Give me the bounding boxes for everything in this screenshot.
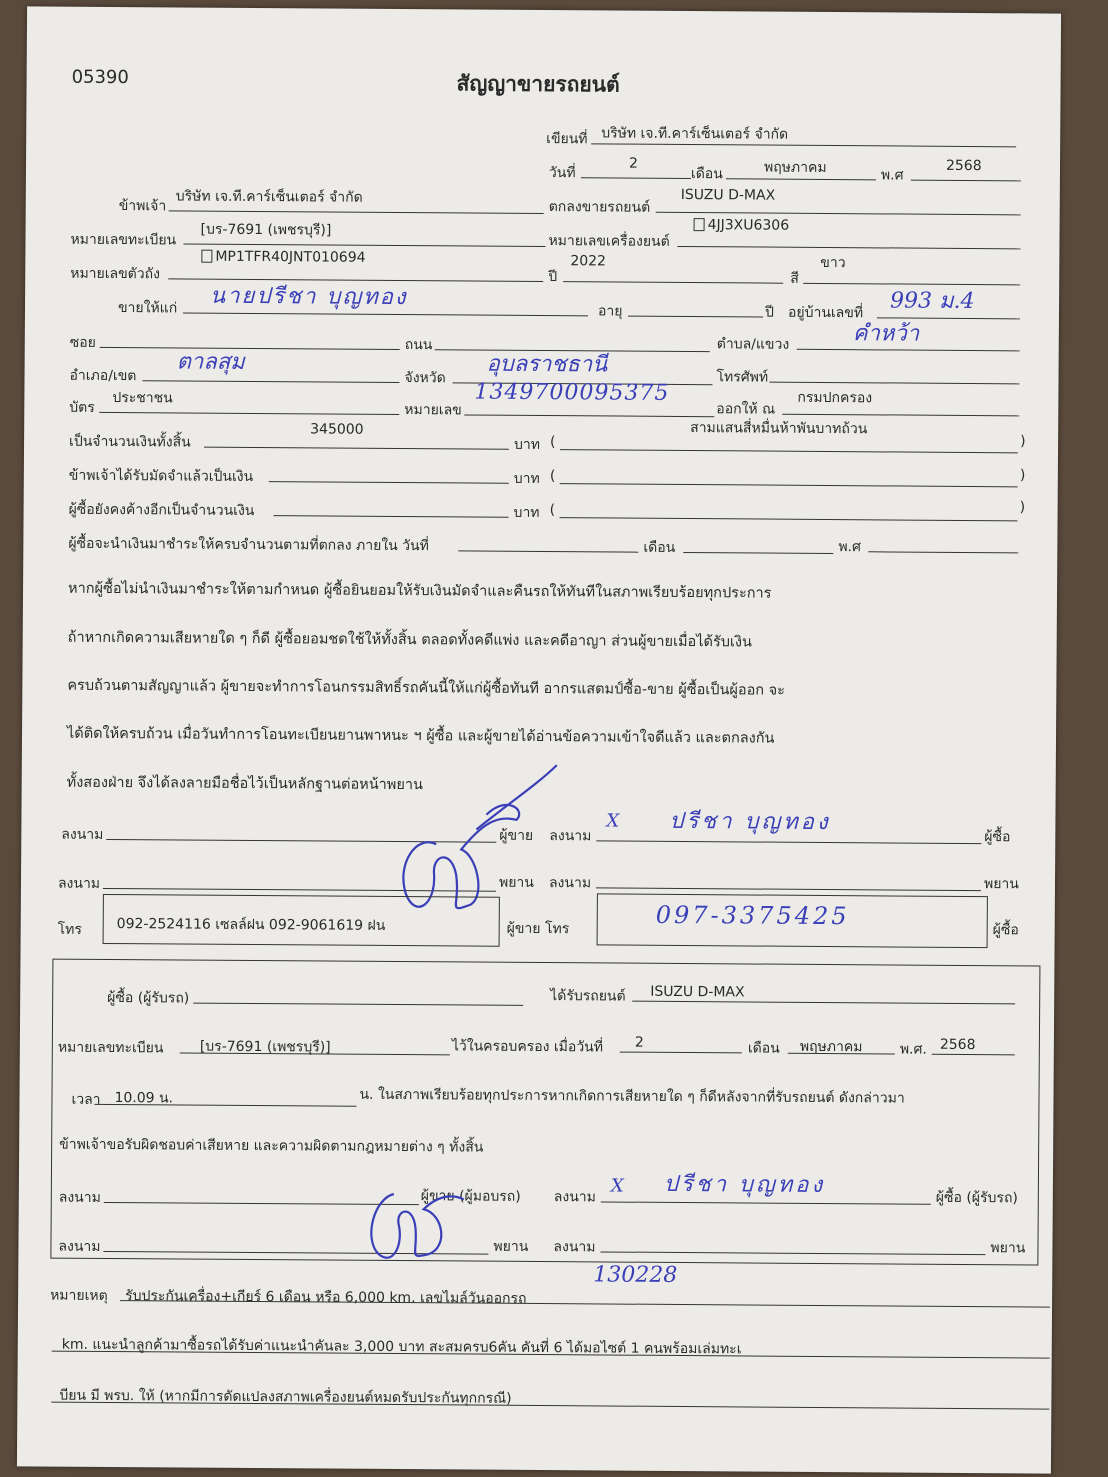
receipt-month: พฤษภาคม [799,1038,863,1056]
house-label: อยู่บ้านเลขที่ [787,304,864,322]
sign-label: ลงนาม [553,1189,596,1206]
terms-line: ได้ติดให้ครบถ้วน เมื่อวันทำการโอนทะเบียนยานพาหนะ ฯ ผู้ซื้อ และผู้ขายได้อ่านข้อความเข้าใจดีแล้ว และตกลงกัน [66,725,775,747]
year-value: 2568 [945,157,982,175]
seller-tel-label: ผู้ขาย โทร [506,920,570,938]
total-value: 345000 [310,421,364,438]
receipt-time: 10.09 น. [114,1090,174,1107]
issued-by: กรมปกครอง [797,389,873,407]
received-label: ได้รับรถยนต์ [550,988,626,1005]
contract-paper: 05390 สัญญาขายรถยนต์ เขียนที่ บริษัท เจ.ที.คาร์เซ็นเตอร์ จำกัด วันที่ 2 เดือน พฤษภาคม พ.ศ 2568 ข้าพเจ้า บริษัท เจ.ที.คาร์เซ็นเตอร์ จำกัด ตกลงขายรถยนต์ ISUZU D-MAX หมายเลขทะเบียน [บร-7691 (เพชรบุรี)] หมายเลขเครื่องยนต์ 4JJ3XU6306 หมายเลขตัวถัง MP1TFR40JNT010694 ปี 2022 สี ขาว ขายให้แก่ นายปรีชา บุญทอง อายุ ปี อยู่บ้านเลขที่ 993 ม.4 ซอย ถนน ตำบล/แขวง คำหว้า อำเภอ/เขต ตาลสุม จังหวัด อุบลราชธานี โทรศัพท์ บัตร ประชาชน หมายเลข 1349700095375 ออกให้ ณ กรมปกครอง เป็นจำนวนเงินทั้งสิ้น 345000 บาท ( สามแสนสี่หมื่นห้าพันบาทถ้วน ) ข้าพเจ้าได้รับมัดจำแล้วเป็นเงิน บาท ( ) ผู้ซื้อยังคงค้างอีกเป็นจำนวนเงิน บาท ( ) ผู้ซื้อจะนำเงินมาชำระให้ครบจำนวนตามที่ตกลง ภายใน วันที่ เดือน พ.ศ หากผู้ซื้อไม่นำเงินมาชำระให้ตามกำหนด ผู้ซื้อยินยอมให้รับเงินมัดจำและคืนรถให้ทันทีในสภาพเรียบร้อยทุกประการ ถ้าหากเกิดความเสียหายใด ๆ ก็ดี ผู้ซื้อยอมชดใช้ให้ทั้งสิ้น ตลอดทั้งคดีแพ่ง และคดีอาญา ส่วนผู้ขายเมื่อได้รับเงิน ครบถ้วนตามสัญญาแล้ว ผู้ขายจะทำการโอนกรรมสิทธิ์รถคันนี้ให้แก่ผู้ซื้อทันที อากรแสตมป์ซื้อ-ขาย ผู้ซื้อเป็นผู้ออก จะ ได้ติดให้ครบถ้วน เมื่อวันทำการโอนทะเบียนยานพาหนะ ฯ ผู้ซื้อ และผู้ขายได้อ่านข้อความเข้าใจดีแล้ว และตกลงกัน ทั้งสองฝ่าย จึงได้ลงลายมือชื่อไว้เป็นหลักฐานต่อหน้าพยาน ลงนาม ผู้ขาย ลงนาม X ปรีชา บุญทอง ผู้ซื้อ ลงนาม พยาน ลงนาม พยาน โทร 092-2524116 เซลล์ฝน 092-9061619 ฝน ผู้ขาย โทร 097-3375425 ผู้ซื้อ ผู้ซื้อ (ผู้รับรถ) ได้รับรถยนต์ ISUZU D-MAX หมายเลขทะเบียน [บร-7691 (เพชรบุรี)] ไว้ในครอบครอง เมื่อวันที่ 2 เดือน พฤษภาคม พ.ศ. 2568 เวลา 10.09 น. น. ในสภาพเรียบร้อยทุกประการหากเกิดการเสียหายใด ๆ ก็ดีหลังจากที่รับรถยนต์ ดังกล่าวมา ข้าพเจ้าขอรับผิดชอบค่าเสียหาย และความผิดตามกฎหมายต่าง ๆ ทั้งสิ้น ลงนาม ผู้ขาย (ผู้มอบรถ) ลงนาม X ปรีชา บุญทอง ผู้ซื้อ (ผู้รับรถ) ลงนาม พยาน ลงนาม พยาน หมายเหตุ รับประกันเครื่อง+เกียร์ 6 เดือน หรือ 6,000 km. เลขไมล์วันออกรถ 130228 km. แนะนำลูกค้ามาซื้อรถได้รับค่าแนะนำคันละ 3,000 บาท สะสมครบ6คัน คันที่ 6 ได้มอไซต์ 1 คนพร้อมเล่มทะเ บียน มี พรบ. ให้ (หากมีการดัดแปลงสภาพเครื่องยนต์หมดรับประกันทุกกรณี) [17,6,1061,1473]
due-year-label: พ.ศ [838,539,861,556]
seller-tel: 092-2524116 เซลล์ฝน 092-9061619 ฝน [116,916,386,934]
buyer-tel-label: ผู้ซื้อ [992,922,1019,939]
receipt-month-label: เดือน [747,1040,780,1057]
house-handwritten: 993 ม.4 [889,288,975,315]
model-year-value: 2022 [570,253,607,270]
written-at-label: เขียนที่ [546,131,588,148]
receipt-section [50,959,1040,1266]
receipt-buyer-label: ผู้ซื้อ (ผู้รับรถ) [107,989,190,1007]
remarks-line2: km. แนะนำลูกค้ามาซื้อรถได้รับค่าแนะนำคันละ 3,000 บาท สะสมครบ6คัน คันที่ 6 ได้มอไซต์ 1 คนพร้อมเล่มทะเ [61,1336,742,1358]
receipt-buyer-signature-handwritten: ปรีชา บุญทอง [663,1171,826,1199]
total-label: เป็นจำนวนเงินทั้งสิ้น [69,433,191,451]
receipt-car: ISUZU D-MAX [650,983,745,1001]
receipt-buyer-sign-label: ผู้ซื้อ (ผู้รับรถ) [935,1189,1018,1207]
remarks-line1: รับประกันเครื่อง+เกียร์ 6 เดือน หรือ 6,000 km. เลขไมล์วันออกรถ [125,1288,527,1307]
witness-label: พยาน [493,1238,529,1255]
card-label: บัตร [69,399,95,416]
card-no-handwritten: 1349700095375 [474,379,670,406]
remaining-label: ผู้ซื้อยังคงค้างอีกเป็นจำนวนเงิน [68,501,255,520]
due-month-label: เดือน [643,539,676,556]
x-mark: X [606,810,620,832]
reg-value: [บร-7691 (เพชรบุรี)] [200,221,332,239]
issued-label: ออกให้ ณ [716,401,776,418]
age-label: อายุ [597,303,623,320]
buyer-sign-label: ผู้ซื้อ [984,829,1011,846]
seller-label: ข้าพเจ้า [118,198,167,215]
engine-label: หมายเลขเครื่องยนต์ [548,233,670,250]
witness-label: พยาน [990,1240,1026,1257]
time-label: เวลา [71,1091,101,1108]
day-value: 2 [628,155,639,172]
car-model: ISUZU D-MAX [680,186,776,204]
sign-label: ลงนาม [58,1238,101,1255]
buyer-signature-handwritten: ปรีชา บุญทอง [669,808,831,836]
terms-line: ทั้งสองฝ่าย จึงได้ลงลายมือชื่อไว้เป็นหลักฐานต่อหน้าพยาน [66,774,423,794]
due-label: ผู้ซื้อจะนำเงินมาชำระให้ครบจำนวนตามที่ตกลง ภายใน วันที่ [68,535,429,555]
sign-label: ลงนาม [61,826,104,843]
terms-line: ครบถ้วนตามสัญญาแล้ว ผู้ขายจะทำการโอนกรรมสิทธิ์รถคันนี้ให้แก่ผู้ซื้อทันที อากรแสตมป์ซื้อ-ขาย ผู้ซื้อเป็นผู้ออก จะ [67,677,786,699]
witness-label: พยาน [983,876,1019,893]
receipt-day: 2 [634,1034,644,1051]
x-mark: X [610,1175,624,1197]
deposit-label: ข้าพเจ้าได้รับมัดจำแล้วเป็นเงิน [68,467,254,485]
district-handwritten: ตาลสุม [176,349,245,375]
phone-label: โทรศัพท์ [716,369,769,386]
date-label: วันที่ [548,165,576,182]
baht-label: บาท [514,436,541,453]
model-year-label: ปี [548,269,558,286]
buyer-name-handwritten: นายปรีชา บุญทอง [210,283,408,311]
reg-label: หมายเลขทะเบียน [70,231,177,249]
color-label: สี [790,270,799,287]
receipt-year-label: พ.ศ. [899,1041,927,1058]
sign-label: ลงนาม [548,875,592,892]
sell-to-label: ขายให้แก่ [117,300,178,317]
engine-value: 4JJ3XU6306 [707,217,790,234]
seller-name: บริษัท เจ.ที.คาร์เซ็นเตอร์ จำกัด [175,188,363,206]
district-label: อำเภอ/เขต [69,367,137,385]
year-label: พ.ศ [880,167,904,184]
terms-line: ถ้าหากเกิดความเสียหายใด ๆ ก็ดี ผู้ซื้อยอมชดใช้ให้ทั้งสิ้น ตลอดทั้งคดีแพ่ง และคดีอาญา ส่วนผู้ขายเมื่อได้รับเงิน [67,629,752,651]
sign-label: ลงนาม [549,828,592,845]
receipt-reg: [บร-7691 (เพชรบุรี)] [199,1038,331,1056]
sign-label: ลงนาม [57,875,101,892]
province-label: จังหวัด [404,370,446,387]
month-value: พฤษภาคม [763,159,827,176]
tel-label: โทร [57,921,83,938]
road-label: ถนน [404,337,433,354]
subdistrict-handwritten: คำหว้า [852,321,920,347]
baht-label: บาท [513,470,540,487]
receipt-text2: ข้าพเจ้าขอรับผิดชอบค่าเสียหาย และความผิดตามกฎหมายต่าง ๆ ทั้งสิ้น [59,1136,484,1156]
remarks-label: หมายเหตุ [50,1287,108,1305]
buyer-tel-handwritten: 097-3375425 [655,900,850,931]
checkbox-icon [694,218,705,231]
receipt-seller-label: ผู้ขาย (ผู้มอบรถ) [420,1188,521,1205]
seller-sign-label: ผู้ขาย [499,827,534,844]
document-title: สัญญาขายรถยนต์ [456,71,620,97]
mileage-handwritten: 130228 [593,1262,678,1288]
province-handwritten: อุบลราชธานี [486,351,608,378]
witness-label: พยาน [498,874,534,891]
receipt-seller-signature [353,1159,484,1270]
baht-label: บาท [513,504,540,521]
receipt-text1: น. ในสภาพเรียบร้อยทุกประการหากเกิดการเสียหายใด ๆ ก็ดีหลังจากที่รับรถยนต์ ดังกล่าวมา [359,1086,905,1107]
card-no-label: หมายเลข [404,402,462,419]
color-value: ขาว [820,254,846,272]
receipt-reg-label: หมายเลขทะเบียน [57,1039,164,1057]
sign-label: ลงนาม [58,1189,101,1206]
possession-label: ไว้ในครอบครอง เมื่อวันที่ [451,1038,604,1056]
document-number: 05390 [71,66,129,89]
receipt-year: 2568 [939,1036,976,1054]
subdistrict-label: ตำบล/แขวง [716,336,790,353]
month-label: เดือน [690,166,723,183]
card-type: ประชาชน [112,390,173,407]
checkbox-icon [201,250,212,263]
chassis-label: หมายเลขตัวถัง [70,265,161,283]
total-words: สามแสนสี่หมื่นห้าพันบาทถ้วน [690,420,868,438]
soi-label: ซอย [69,334,96,351]
sign-label: ลงนาม [553,1239,596,1256]
agree-label: ตกลงขายรถยนต์ [548,199,651,216]
remarks-line3: บียน มี พรบ. ให้ (หากมีการดัดแปลงสภาพเครื่องยนต์หมดรับประกันทุกกรณี) [59,1387,512,1407]
terms-line: หากผู้ซื้อไม่นำเงินมาชำระให้ตามกำหนด ผู้ซื้อยินยอมให้รับเงินมัดจำและคืนรถให้ทันทีในสภาพเรียบร้อยทุกประการ [67,580,772,602]
age-unit: ปี [764,304,774,321]
written-at-value: บริษัท เจ.ที.คาร์เซ็นเตอร์ จำกัด [601,125,789,143]
chassis-value: MP1TFR40JNT010694 [215,248,366,266]
